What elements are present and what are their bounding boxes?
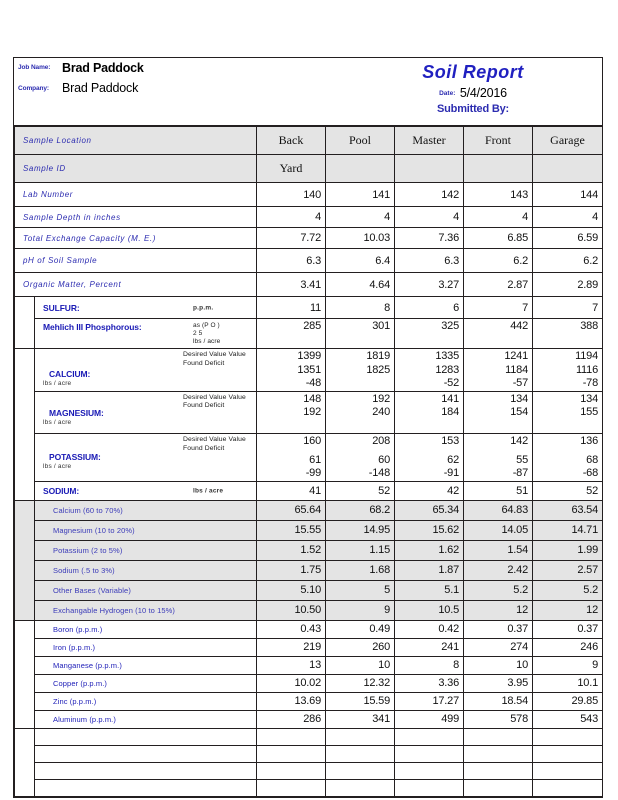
table-row <box>15 249 603 273</box>
potassium-back <box>257 434 326 482</box>
blank-cell <box>257 779 326 796</box>
blank-label-cell <box>35 779 257 796</box>
magnesium-deficit-garage <box>533 420 598 434</box>
table-row <box>15 762 603 779</box>
pct-magnesium-front: 14.05 <box>464 520 533 540</box>
report-sheet <box>13 57 603 798</box>
other-bases-garage: 5.2 <box>533 580 603 600</box>
table-row <box>15 273 603 297</box>
other-bases-pool: 5 <box>326 580 395 600</box>
phosphorous-front: 442 <box>464 319 533 349</box>
magnesium-deficit-back <box>257 420 321 434</box>
sample-depth-master: 4 <box>395 207 464 228</box>
column-header-garage: Garage <box>533 127 603 155</box>
row-label-total-exchange-capacity: Total Exchange Capacity (M. E.) <box>15 228 257 249</box>
calcium-back <box>257 349 326 392</box>
column-header-pool: Pool <box>326 127 395 155</box>
potassium-pool <box>326 434 395 482</box>
table-row <box>15 560 603 580</box>
pct-sodium-front: 2.42 <box>464 560 533 580</box>
magnesium-desired-master: 141 <box>441 392 459 405</box>
pct-sodium-back: 1.75 <box>257 560 326 580</box>
magnesium-back <box>257 391 326 434</box>
table-row <box>15 391 603 434</box>
calcium-found-garage: 1116 <box>575 363 598 376</box>
copper-pool: 12.32 <box>326 674 395 692</box>
row-label-organic-matter: Organic Matter, Percent <box>15 273 257 297</box>
iron-pool: 260 <box>326 638 395 656</box>
magnesium-master <box>395 391 464 434</box>
pct-potassium-back: 1.52 <box>257 540 326 560</box>
potassium-found-front: 55 <box>516 453 528 466</box>
ph-pool: 6.4 <box>326 249 395 273</box>
row-label-other-bases: Other Bases (Variable) <box>35 580 257 600</box>
row-label-magnesium <box>35 391 257 434</box>
copper-master: 3.36 <box>395 674 464 692</box>
tec-pool: 10.03 <box>326 228 395 249</box>
potassium-desired-front: 142 <box>510 435 528 447</box>
job-name-label: Job Name: <box>18 64 51 71</box>
calcium-deficit-master: -52 <box>443 377 459 389</box>
potassium-deficit-front: -87 <box>512 467 528 479</box>
sodium-master: 42 <box>395 481 464 500</box>
date-value: 5/4/2016 <box>459 86 507 100</box>
pct-magnesium-back: 15.55 <box>257 520 326 540</box>
sample-id-front <box>464 155 533 183</box>
table-row <box>15 540 603 560</box>
calcium-name: CALCIUM: <box>49 369 91 379</box>
company-label: Company: <box>18 85 49 92</box>
column-header-front: Front <box>464 127 533 155</box>
calcium-found-master: 1283 <box>435 363 459 376</box>
dv-head-line1: Desired Value Value <box>183 393 246 401</box>
table-row <box>15 638 603 656</box>
page-title: Soil Report <box>422 62 524 82</box>
aluminum-pool: 341 <box>326 710 395 728</box>
lab-number-master: 142 <box>395 183 464 207</box>
other-bases-back: 5.10 <box>257 580 326 600</box>
potassium-desired-master: 153 <box>441 435 459 447</box>
row-label-pct-magnesium: Magnesium (10 to 20%) <box>35 520 257 540</box>
calcium-found-back: 1351 <box>297 363 321 376</box>
phosphorous-name: Mehlich III Phosphorous: <box>43 322 142 332</box>
blank-cell <box>533 762 603 779</box>
zinc-front: 18.54 <box>464 692 533 710</box>
gutter-cell-percent-group <box>15 500 35 620</box>
potassium-desired-garage: 136 <box>580 435 598 447</box>
ph-back: 6.3 <box>257 249 326 273</box>
table-row <box>15 728 603 745</box>
sample-id-pool <box>326 155 395 183</box>
sample-id-master <box>395 155 464 183</box>
sulfur-pool: 8 <box>326 297 395 319</box>
magnesium-name: MAGNESIUM: <box>49 407 104 418</box>
magnesium-front <box>464 391 533 434</box>
calcium-deficit-front: -57 <box>512 377 528 389</box>
copper-garage: 10.1 <box>533 674 603 692</box>
calcium-garage <box>533 349 603 392</box>
calcium-unit: lbs / acre <box>43 380 72 387</box>
magnesium-deficit-master <box>395 420 459 434</box>
company-row <box>14 79 344 100</box>
table-row <box>15 319 603 349</box>
magnesium-deficit-pool <box>326 420 390 434</box>
blank-cell <box>533 728 603 745</box>
table-row <box>15 155 603 183</box>
om-garage: 2.89 <box>533 273 603 297</box>
row-label-sulfur <box>35 297 257 319</box>
row-label-pct-sodium: Sodium (.5 to 3%) <box>35 560 257 580</box>
zinc-master: 17.27 <box>395 692 464 710</box>
pct-sodium-pool: 1.68 <box>326 560 395 580</box>
magnesium-pool <box>326 391 395 434</box>
om-pool: 4.64 <box>326 273 395 297</box>
blank-label-cell <box>35 728 257 745</box>
boron-front: 0.37 <box>464 620 533 638</box>
phosphorous-pool: 301 <box>326 319 395 349</box>
job-name-value: Brad Paddock <box>62 61 144 75</box>
pct-sodium-master: 1.87 <box>395 560 464 580</box>
sample-depth-pool: 4 <box>326 207 395 228</box>
row-label-sample-id: Sample ID <box>15 155 257 183</box>
blank-label-cell <box>35 762 257 779</box>
exch-hydrogen-back: 10.50 <box>257 600 326 620</box>
manganese-front: 10 <box>464 656 533 674</box>
company-value: Brad Paddock <box>62 81 139 95</box>
potassium-found-pool: 60 <box>378 453 390 466</box>
gutter-cell-base-saturation-group <box>15 349 35 501</box>
dv-head-line2: Found Deficit <box>183 402 225 409</box>
row-label-copper: Copper (p.p.m.) <box>35 674 257 692</box>
iron-back: 219 <box>257 638 326 656</box>
dv-head-line1: Desired Value Value <box>183 436 246 443</box>
potassium-desired-back: 160 <box>303 435 321 447</box>
pct-sodium-garage: 2.57 <box>533 560 603 580</box>
manganese-back: 13 <box>257 656 326 674</box>
pct-magnesium-pool: 14.95 <box>326 520 395 540</box>
aluminum-front: 578 <box>464 710 533 728</box>
potassium-unit: lbs / acre <box>43 463 72 470</box>
boron-back: 0.43 <box>257 620 326 638</box>
table-row <box>15 580 603 600</box>
potassium-found-back: 61 <box>309 453 321 466</box>
row-label-calcium <box>35 349 257 392</box>
pct-calcium-back: 65.64 <box>257 500 326 520</box>
row-label-zinc: Zinc (p.p.m.) <box>35 692 257 710</box>
calcium-found-pool: 1825 <box>366 363 390 376</box>
header-right-block <box>344 58 602 115</box>
row-label-exchangable-hydrogen: Exchangable Hydrogen (10 to 15%) <box>35 600 257 620</box>
lab-number-back: 140 <box>257 183 326 207</box>
pct-potassium-pool: 1.15 <box>326 540 395 560</box>
copper-back: 10.02 <box>257 674 326 692</box>
phosphorous-formula-line1: as (P O ) <box>193 322 220 329</box>
exch-hydrogen-garage: 12 <box>533 600 603 620</box>
blank-label-cell <box>35 745 257 762</box>
magnesium-deficit-front <box>464 420 528 434</box>
calcium-deficit-back: -48 <box>305 377 321 389</box>
zinc-garage: 29.85 <box>533 692 603 710</box>
pct-calcium-master: 65.34 <box>395 500 464 520</box>
row-label-mehlich-phosphorous <box>35 319 257 349</box>
table-row <box>15 620 603 638</box>
manganese-garage: 9 <box>533 656 603 674</box>
sample-depth-back: 4 <box>257 207 326 228</box>
row-label-sodium <box>35 481 257 500</box>
magnesium-found-back: 192 <box>303 406 321 418</box>
dv-head-line2: Found Deficit <box>183 444 225 452</box>
boron-garage: 0.37 <box>533 620 603 638</box>
blank-cell <box>395 762 464 779</box>
magnesium-found-pool: 240 <box>372 406 390 418</box>
table-row <box>15 127 603 155</box>
row-label-potassium <box>35 434 257 482</box>
desired-found-header-calcium <box>183 351 246 368</box>
magnesium-desired-back: 148 <box>303 392 321 405</box>
om-front: 2.87 <box>464 273 533 297</box>
calcium-deficit-garage: -78 <box>582 377 598 389</box>
potassium-found-garage: 68 <box>586 453 598 466</box>
pct-magnesium-master: 15.62 <box>395 520 464 540</box>
pct-potassium-garage: 1.99 <box>533 540 603 560</box>
gutter-cell-blank-group <box>15 728 35 796</box>
table-row <box>15 779 603 796</box>
row-label-manganese: Manganese (p.p.m.) <box>35 656 257 674</box>
row-label-ph: pH of Soil Sample <box>15 249 257 273</box>
aluminum-master: 499 <box>395 710 464 728</box>
sulfur-back: 11 <box>257 297 326 319</box>
manganese-master: 8 <box>395 656 464 674</box>
blank-cell <box>533 745 603 762</box>
boron-master: 0.42 <box>395 620 464 638</box>
row-label-boron: Boron (p.p.m.) <box>35 620 257 638</box>
sulfur-garage: 7 <box>533 297 603 319</box>
row-label-pct-potassium: Potassium (2 to 5%) <box>35 540 257 560</box>
sulfur-front: 7 <box>464 297 533 319</box>
calcium-front <box>464 349 533 392</box>
blank-cell <box>395 779 464 796</box>
magnesium-unit: lbs / acre <box>43 418 72 426</box>
iron-front: 274 <box>464 638 533 656</box>
gutter-cell-sulfur-group <box>15 297 35 349</box>
table-row <box>15 520 603 540</box>
row-label-iron: Iron (p.p.m.) <box>35 638 257 656</box>
ph-garage: 6.2 <box>533 249 603 273</box>
calcium-desired-front: 1241 <box>504 350 528 362</box>
magnesium-desired-pool: 192 <box>372 392 390 405</box>
potassium-deficit-master: -91 <box>443 467 459 479</box>
pct-calcium-front: 64.83 <box>464 500 533 520</box>
report-header <box>14 58 602 126</box>
calcium-deficit-pool <box>326 377 390 391</box>
exch-hydrogen-pool: 9 <box>326 600 395 620</box>
potassium-desired-pool: 208 <box>372 435 390 447</box>
date-line <box>344 84 602 102</box>
sulfur-name: SULFUR: <box>43 302 80 313</box>
header-left-block <box>14 58 344 100</box>
blank-cell <box>257 745 326 762</box>
other-bases-front: 5.2 <box>464 580 533 600</box>
other-bases-master: 5.1 <box>395 580 464 600</box>
blank-cell <box>464 728 533 745</box>
blank-cell <box>464 779 533 796</box>
calcium-pool <box>326 349 395 392</box>
tec-front: 6.85 <box>464 228 533 249</box>
sodium-name: SODIUM: <box>43 485 80 496</box>
boron-pool: 0.49 <box>326 620 395 638</box>
table-row <box>15 692 603 710</box>
dv-head-line2: Found Deficit <box>183 359 225 367</box>
exch-hydrogen-front: 12 <box>464 600 533 620</box>
blank-cell <box>464 745 533 762</box>
sulfur-unit: p.p.m. <box>193 304 214 311</box>
date-label: Date: <box>439 90 456 97</box>
magnesium-found-garage: 155 <box>580 406 598 418</box>
copper-front: 3.95 <box>464 674 533 692</box>
ph-front: 6.2 <box>464 249 533 273</box>
iron-master: 241 <box>395 638 464 656</box>
row-label-lab-number: Lab Number <box>15 183 257 207</box>
phosphorous-formula-line2: 2 5 <box>193 330 203 337</box>
job-name-row <box>14 58 344 79</box>
om-master: 3.27 <box>395 273 464 297</box>
zinc-back: 13.69 <box>257 692 326 710</box>
blank-cell <box>533 779 603 796</box>
sodium-unit: lbs / acre <box>193 487 224 494</box>
sodium-pool: 52 <box>326 481 395 500</box>
blank-cell <box>326 779 395 796</box>
sample-depth-garage: 4 <box>533 207 603 228</box>
blank-cell <box>326 728 395 745</box>
magnesium-found-master: 184 <box>441 406 459 418</box>
phosphorous-unit-line: lbs / acre <box>193 338 221 345</box>
table-row <box>15 434 603 482</box>
table-row <box>15 349 603 392</box>
lab-number-garage: 144 <box>533 183 603 207</box>
calcium-found-front: 1184 <box>505 363 528 376</box>
potassium-garage <box>533 434 603 482</box>
table-row <box>15 674 603 692</box>
table-row <box>15 710 603 728</box>
tec-master: 7.36 <box>395 228 464 249</box>
blank-cell <box>257 762 326 779</box>
table-row <box>15 183 603 207</box>
calcium-desired-back: 1399 <box>297 350 321 362</box>
magnesium-garage <box>533 391 603 434</box>
row-label-pct-calcium: Calcium (60 to 70%) <box>35 500 257 520</box>
sulfur-master: 6 <box>395 297 464 319</box>
gutter-cell-trace-group <box>15 620 35 728</box>
pct-calcium-pool: 68.2 <box>326 500 395 520</box>
table-row <box>15 228 603 249</box>
table-row <box>15 207 603 228</box>
table-row <box>15 297 603 319</box>
tec-garage: 6.59 <box>533 228 603 249</box>
calcium-desired-garage: 1194 <box>575 350 598 362</box>
ph-master: 6.3 <box>395 249 464 273</box>
phosphorous-master: 325 <box>395 319 464 349</box>
potassium-deficit-garage: -68 <box>582 467 598 479</box>
potassium-found-master: 62 <box>447 453 459 466</box>
phosphorous-back: 285 <box>257 319 326 349</box>
table-row <box>15 745 603 762</box>
blank-cell <box>395 745 464 762</box>
potassium-deficit-pool: -148 <box>368 467 390 479</box>
sodium-front: 51 <box>464 481 533 500</box>
exch-hydrogen-master: 10.5 <box>395 600 464 620</box>
potassium-name: POTASSIUM: <box>49 452 101 462</box>
blank-cell <box>464 762 533 779</box>
pct-potassium-front: 1.54 <box>464 540 533 560</box>
table-row <box>15 481 603 500</box>
aluminum-garage: 543 <box>533 710 603 728</box>
phosphorous-unit-block <box>193 322 220 346</box>
table-row <box>15 500 603 520</box>
potassium-master <box>395 434 464 482</box>
row-label-sample-location: Sample Location <box>15 127 257 155</box>
calcium-desired-pool: 1819 <box>366 350 390 362</box>
sample-id-garage <box>533 155 603 183</box>
submitted-by-label: Submitted By: <box>437 103 509 115</box>
zinc-pool: 15.59 <box>326 692 395 710</box>
row-label-aluminum: Aluminum (p.p.m.) <box>35 710 257 728</box>
column-header-back: Back <box>257 127 326 155</box>
row-label-sample-depth: Sample Depth in inches <box>15 207 257 228</box>
lab-number-pool: 141 <box>326 183 395 207</box>
phosphorous-garage: 388 <box>533 319 603 349</box>
tec-back: 7.72 <box>257 228 326 249</box>
iron-garage: 246 <box>533 638 603 656</box>
sodium-back: 41 <box>257 481 326 500</box>
calcium-master <box>395 349 464 392</box>
om-back: 3.41 <box>257 273 326 297</box>
desired-found-header-magnesium <box>183 394 246 411</box>
blank-cell <box>326 745 395 762</box>
potassium-front <box>464 434 533 482</box>
magnesium-desired-garage: 134 <box>580 392 598 405</box>
manganese-pool: 10 <box>326 656 395 674</box>
blank-cell <box>257 728 326 745</box>
soil-data-table <box>14 126 603 797</box>
potassium-deficit-back: -99 <box>305 467 321 479</box>
lab-number-front: 143 <box>464 183 533 207</box>
table-row <box>15 600 603 620</box>
aluminum-back: 286 <box>257 710 326 728</box>
magnesium-found-front: 154 <box>510 406 528 418</box>
dv-head-line1: Desired Value Value <box>183 351 246 358</box>
calcium-desired-master: 1335 <box>435 350 459 362</box>
pct-calcium-garage: 63.54 <box>533 500 603 520</box>
sodium-garage: 52 <box>533 481 603 500</box>
pct-potassium-master: 1.62 <box>395 540 464 560</box>
sample-depth-front: 4 <box>464 207 533 228</box>
table-row <box>15 656 603 674</box>
magnesium-desired-front: 134 <box>510 392 528 405</box>
sample-id-back: Yard <box>257 155 326 183</box>
blank-cell <box>326 762 395 779</box>
blank-cell <box>395 728 464 745</box>
column-header-master: Master <box>395 127 464 155</box>
pct-magnesium-garage: 14.71 <box>533 520 603 540</box>
desired-found-header-potassium <box>183 436 246 453</box>
